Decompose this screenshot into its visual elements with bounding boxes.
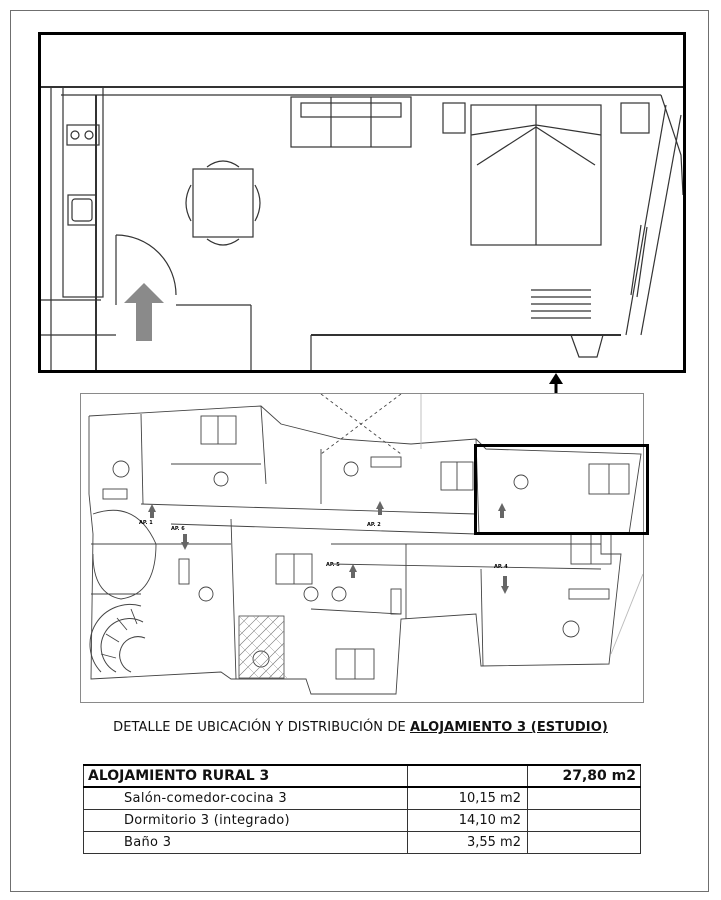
patio-hatch xyxy=(239,616,287,678)
row-name: Salón-comedor-cocina 3 xyxy=(84,787,408,809)
table-header-row xyxy=(84,765,641,787)
ap5-label: AP. 5 xyxy=(326,562,340,568)
caption-prefix: DETALLE DE UBICACIÓN Y DISTRIBUCIÓN DE xyxy=(113,720,410,735)
plan-caption xyxy=(0,720,721,735)
ap5-arrow-icon xyxy=(349,564,357,572)
ap1-label: AP. 1 xyxy=(139,520,153,526)
row-area: 14,10 m2 xyxy=(408,809,528,831)
ap4-label: AP. 4 xyxy=(494,564,508,570)
table-row xyxy=(84,809,641,831)
ap2-label: AP. 2 xyxy=(367,522,381,528)
header-area xyxy=(408,765,528,787)
area-table xyxy=(83,764,641,854)
ap2-arrow-icon xyxy=(376,501,384,509)
caption-highlight: ALOJAMIENTO 3 (ESTUDIO) xyxy=(410,720,608,735)
apartment-3-highlight xyxy=(474,444,649,535)
ap4-arrow-icon xyxy=(501,586,509,594)
row-total xyxy=(528,787,641,809)
detail-floor-plan xyxy=(38,32,686,373)
row-total xyxy=(528,809,641,831)
overview-floor-plan xyxy=(80,393,644,703)
header-total: 27,80 m2 xyxy=(528,765,641,787)
ap1-arrow-icon xyxy=(148,504,156,512)
row-total xyxy=(528,831,641,853)
row-name: Dormitorio 3 (integrado) xyxy=(84,809,408,831)
ap6-arrow-icon xyxy=(181,542,189,550)
ap6-label: AP. 6 xyxy=(171,526,185,532)
detail-plan-drawing xyxy=(41,35,683,370)
overview-plan-drawing xyxy=(81,394,643,702)
row-name: Baño 3 xyxy=(84,831,408,853)
table-row xyxy=(84,831,641,853)
header-name: ALOJAMIENTO RURAL 3 xyxy=(84,765,408,787)
row-area: 3,55 m2 xyxy=(408,831,528,853)
entrance-arrow-icon xyxy=(124,283,164,341)
table-row xyxy=(84,787,641,809)
row-area: 10,15 m2 xyxy=(408,787,528,809)
